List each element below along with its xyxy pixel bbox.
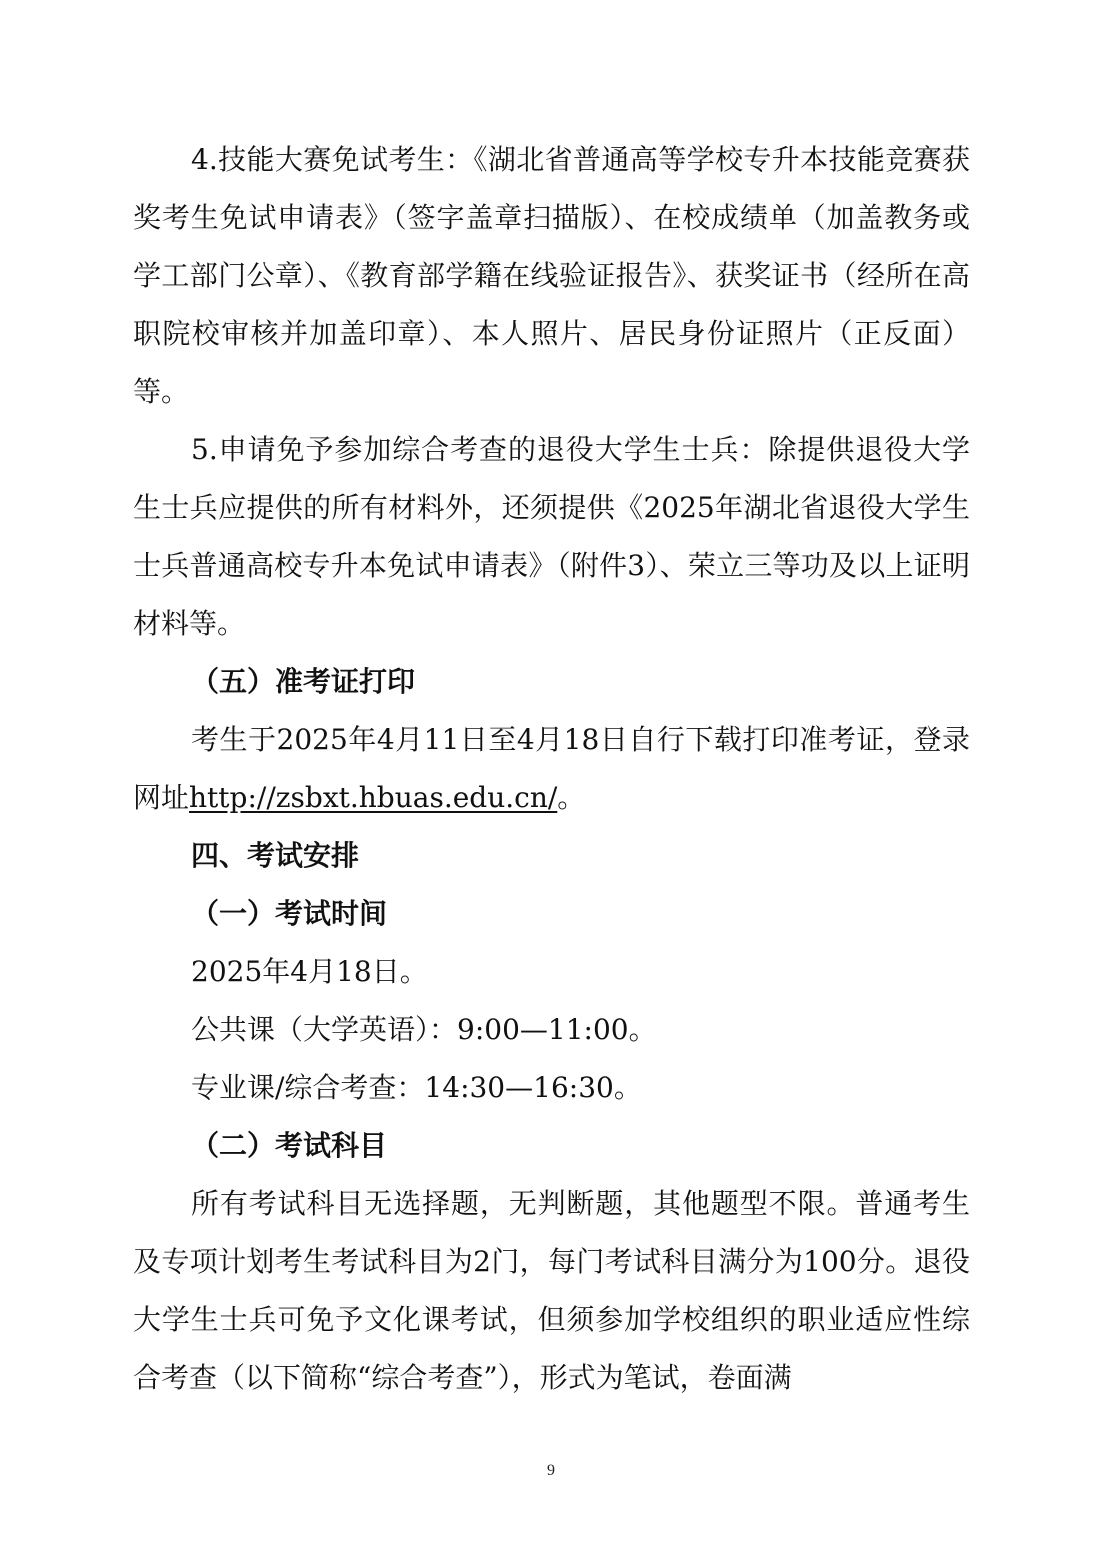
exam-date: 2025年4月18日。 bbox=[191, 955, 428, 988]
heading-admission-ticket: （五）准考证打印 bbox=[191, 665, 416, 698]
heading-exam-arrangement: 四、考试安排 bbox=[191, 839, 360, 872]
admission-text: 考生于2025年4月11日至4月18日自行下载打印准考证，登录网址 bbox=[133, 723, 970, 814]
paragraph-item-5: 5.申请免予参加综合考查的退役大学生士兵：除提供退役大学生士兵应提供的所有材料外，还须提供《2025年湖北省退役大学生士兵普通高校专升本免试申请表》（附件3）、荣立三等功及以上证明材料等。 bbox=[133, 433, 970, 640]
admission-text-end: 。 bbox=[557, 781, 586, 814]
paragraph-item-4: 4.技能大赛免试考生：《湖北省普通高等学校专升本技能竞赛获奖考生免试申请表》（签字盖章扫描版）、在校成绩单（加盖教务或学工部门公章）、《教育部学籍在线验证报告》、获奖证书（经所在高职院校审核并加盖印章）、本人照片、居民身份证照片（正反面）等。 bbox=[133, 143, 970, 408]
exam-time-public: 公共课（大学英语）：9:00—11:00。 bbox=[191, 1013, 657, 1046]
heading-exam-time: （一）考试时间 bbox=[191, 897, 388, 930]
exam-time-major: 专业课/综合考查：14:30—16:30。 bbox=[191, 1071, 642, 1104]
heading-exam-subjects: （二）考试科目 bbox=[191, 1129, 388, 1162]
admission-link[interactable]: http://zsbxt.hbuas.edu.cn/ bbox=[189, 781, 558, 814]
page-body bbox=[133, 131, 970, 1407]
page-number: 9 bbox=[547, 1462, 555, 1479]
paragraph-exam-subjects: 所有考试科目无选择题，无判断题，其他题型不限。普通考生及专项计划考生考试科目为2门，每门考试科目满分为100分。退役大学生士兵可免予文化课考试，但须参加学校组织的职业适应性综合考查（以下简称“综合考查”），形式为笔试，卷面满 bbox=[133, 1187, 970, 1394]
paragraph-admission-ticket bbox=[133, 711, 970, 827]
